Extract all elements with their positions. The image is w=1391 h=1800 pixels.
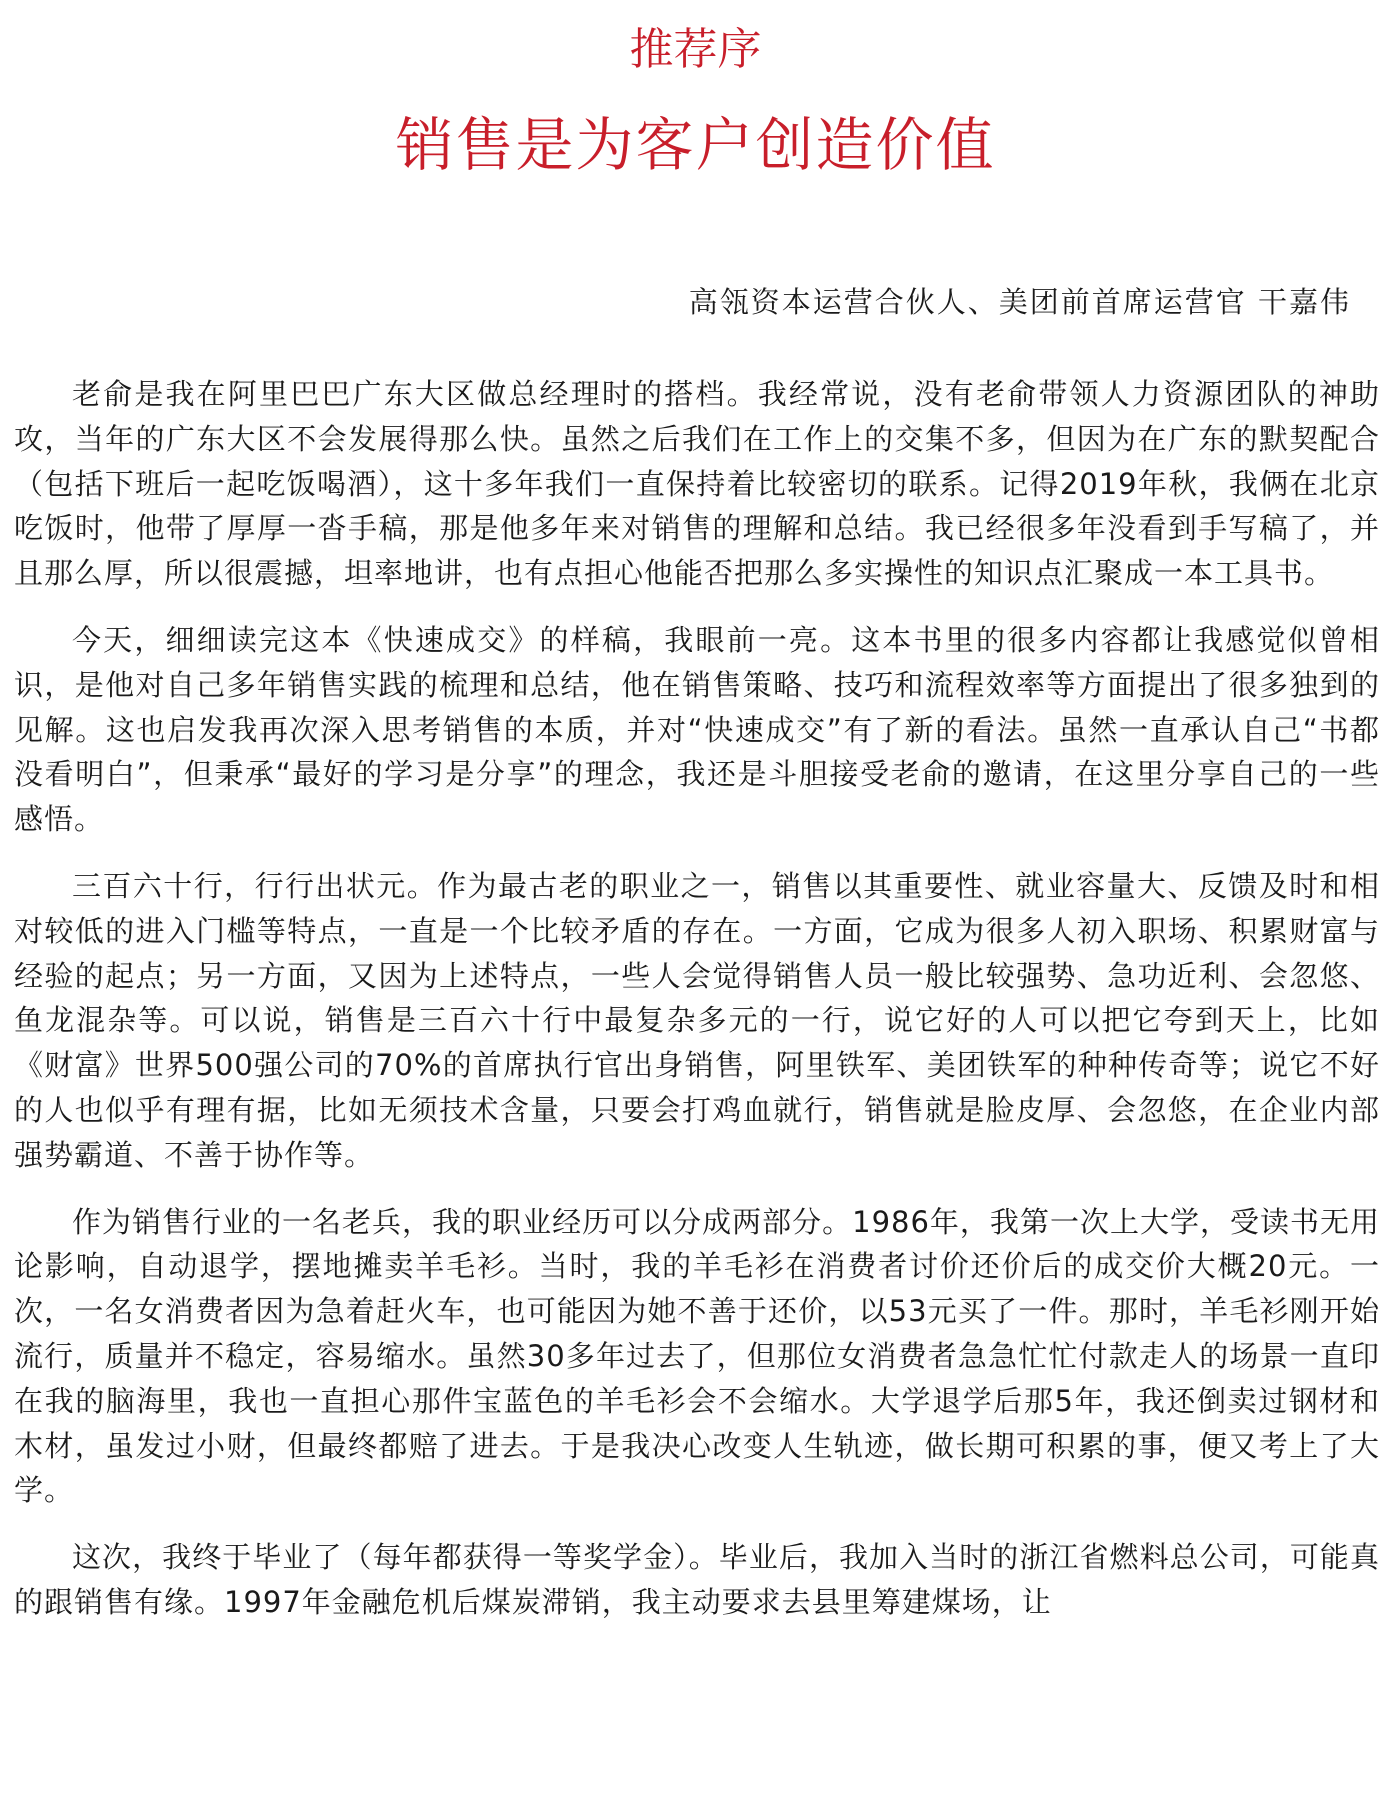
paragraph: 作为销售行业的一名老兵，我的职业经历可以分成两部分。1986年，我第一次上大学，受读书无用论影响，自动退学，摆地摊卖羊毛衫。当时，我的羊毛衫在消费者讨价还价后的成交价大概20元。一次，一名女消费者因为急着赶火车，也可能因为她不善于还价，以53元买了一件。那时，羊毛衫刚开始流行，质量并不稳定，容易缩水。虽然30多年过去了，但那位女消费者急急忙忙付款走人的场景一直印在我的脑海里，我也一直担心那件宝蓝色的羊毛衫会不会缩水。大学退学后那5年，我还倒卖过钢材和木材，虽发过小财，但最终都赔了进去。于是我决心改变人生轨迹，做长期可积累的事，便又考上了大学。 <box>14 1204 1380 1508</box>
paragraph: 三百六十行，行行出状元。作为最古老的职业之一，销售以其重要性、就业容量大、反馈及时和相对较低的进入门槛等特点，一直是一个比较矛盾的存在。一方面，它成为很多人初入职场、积累财富与经验的起点；另一方面，又因为上述特点，一些人会觉得销售人员一般比较强势、急功近利、会忽悠、鱼龙混杂等。可以说，销售是三百六十行中最复杂多元的一行，说它好的人可以把它夸到天上，比如《财富》世界500强公司的70%的首席执行官出身销售，阿里铁军、美团铁军的种种传奇等；说它不好的人也似乎有理有据，比如无须技术含量，只要会打鸡血就行，销售就是脸皮厚、会忽悠，在企业内部强势霸道、不善于协作等。 <box>14 868 1380 1172</box>
page-title: 销售是为客户创造价值 <box>395 111 996 179</box>
author-byline: 高瓴资本运营合伙人、美团前首席运营官 干嘉伟 <box>688 285 1351 319</box>
paragraph: 今天，细细读完这本《快速成交》的样稿，我眼前一亮。这本书里的很多内容都让我感觉似曾相识，是他对自己多年销售实践的梳理和总结，他在销售策略、技巧和流程效率等方面提出了很多独到的见解。这也启发我再次深入思考销售的本质，并对“快速成交”有了新的看法。虽然一直承认自己“书都没看明白”，但秉承“最好的学习是分享”的理念，我还是斗胆接受老俞的邀请，在这里分享自己的一些感悟。 <box>14 622 1380 837</box>
paragraph: 老俞是我在阿里巴巴广东大区做总经理时的搭档。我经常说，没有老俞带领人力资源团队的神助攻，当年的广东大区不会发展得那么快。虽然之后我们在工作上的交集不多，但因为在广东的默契配合（包括下班后一起吃饭喝酒），这十多年我们一直保持着比较密切的联系。记得2019年秋，我俩在北京吃饭时，他带了厚厚一沓手稿，那是他多年来对销售的理解和总结。我已经很多年没看到手写稿了，并且那么厚，所以很震撼，坦率地讲，也有点担心他能否把那么多实操性的知识点汇聚成一本工具书。 <box>14 377 1380 591</box>
body-text <box>14 372 1380 1647</box>
paragraph: 这次，我终于毕业了（每年都获得一等奖学金）。毕业后，我加入当时的浙江省燃料总公司，可能真的跟销售有缘。1997年金融危机后煤炭滞销，我主动要求去县里筹建煤场，让 <box>14 1540 1380 1619</box>
section-label: 推荐序 <box>629 24 762 75</box>
